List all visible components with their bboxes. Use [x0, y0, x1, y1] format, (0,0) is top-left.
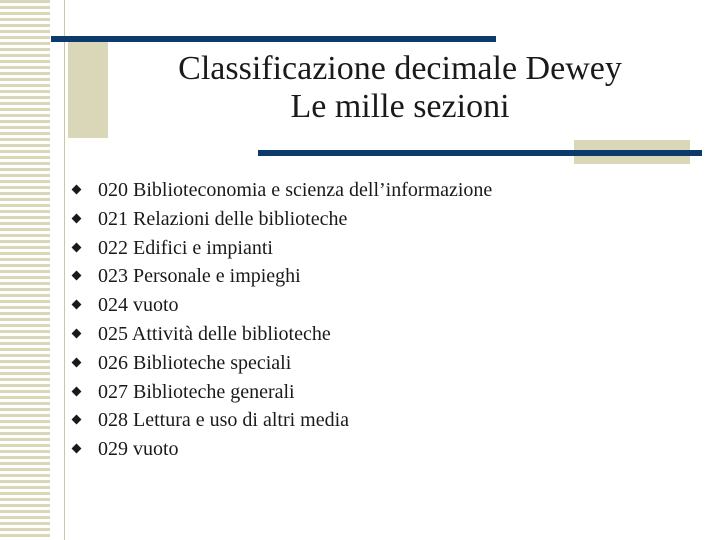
list-item [70, 291, 492, 320]
list-item [70, 349, 492, 378]
side-stripes-decoration [0, 0, 50, 540]
diamond-bullet-icon [72, 242, 82, 252]
bottom-accent-bar [258, 150, 702, 156]
diamond-bullet-icon [72, 271, 82, 281]
list-item [70, 435, 492, 464]
list-item [70, 378, 492, 407]
title-line-1: Classificazione decimale Dewey [178, 50, 622, 87]
diamond-bullet-icon [72, 415, 82, 425]
list-item [70, 406, 492, 435]
list-item-text: 025 Attività delle biblioteche [98, 322, 331, 345]
list-item-text: 026 Biblioteche speciali [98, 351, 292, 374]
list-item [70, 234, 492, 263]
list-item-text: 027 Biblioteche generali [98, 380, 295, 403]
bullet-list [70, 176, 492, 464]
diamond-bullet-icon [72, 386, 82, 396]
list-item [70, 176, 492, 205]
diamond-bullet-icon [72, 300, 82, 310]
list-item-text: 020 Biblioteconomia e scienza dell’informazione [98, 179, 493, 201]
list-item-text: 022 Edifici e impianti [98, 236, 273, 259]
list-item [70, 205, 492, 234]
diamond-bullet-icon [72, 357, 82, 367]
title-line-2: Le mille sezioni [290, 88, 510, 125]
slide-title [110, 50, 690, 126]
list-item-text: 029 vuoto [98, 438, 179, 461]
diamond-bullet-icon [72, 329, 82, 339]
list-item-text: 021 Relazioni delle biblioteche [98, 207, 348, 230]
list-item-text: 028 Lettura e uso di altri media [98, 409, 350, 432]
list-item [70, 262, 492, 291]
diamond-bullet-icon [72, 185, 82, 195]
title-block-decoration [68, 36, 108, 138]
list-item-text: 024 vuoto [98, 294, 179, 317]
side-rule-decoration [64, 0, 65, 540]
diamond-bullet-icon [72, 213, 82, 223]
diamond-bullet-icon [72, 444, 82, 454]
top-accent-bar [51, 36, 496, 42]
list-item [70, 320, 492, 349]
list-item-text: 023 Personale e impieghi [98, 265, 301, 288]
